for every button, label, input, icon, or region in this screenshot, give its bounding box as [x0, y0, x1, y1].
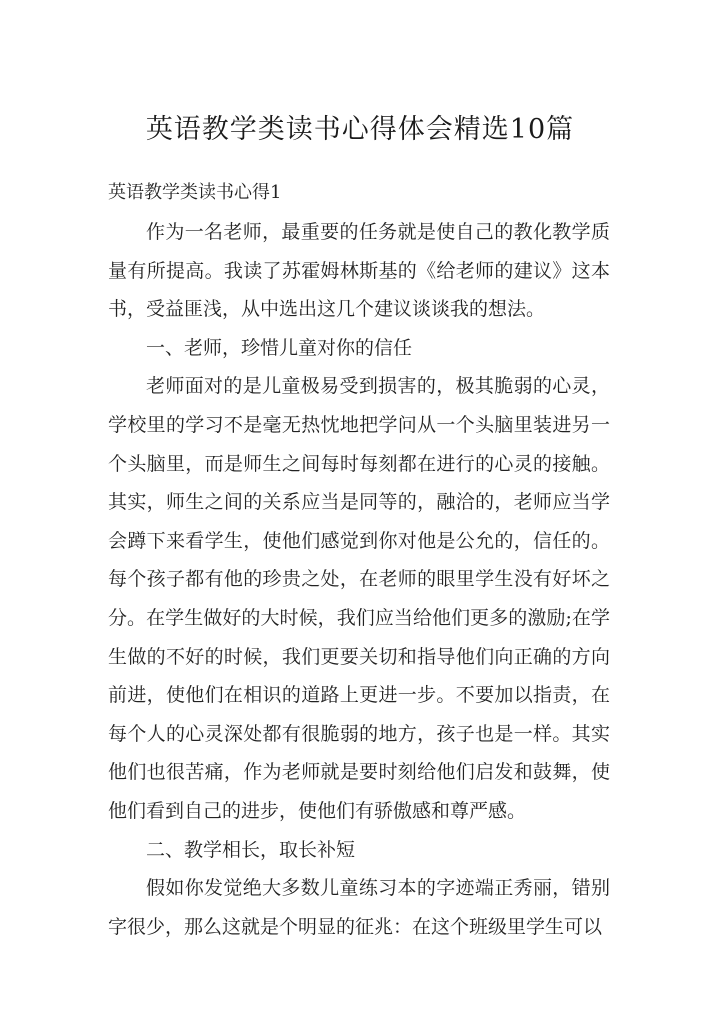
subheading-teaching: 二、教学相长，取长补短	[146, 838, 356, 861]
document-title: 英语教学类读书心得体会精选10篇	[145, 114, 575, 145]
subheading-trust: 一、老师，珍惜儿童对你的信任	[146, 336, 413, 359]
body-paragraph: 老师面对的是儿童极易受到损害的，极其脆弱的心灵，学校里的学习不是毫无热忱地把学问从一个头脑里装进另一个头脑里，而是师生之间每时每刻都在进行的心灵的接触。其实，师生之间的关系应当是同等的，融洽的，老师应当学会蹲下来看学生，使他们感觉到你对他是公允的，信任的。每个孩子都有他的珍贵之处，在老师的眼里学生没有好坏之分。在学生做好的大时候，我们应当给他们更多的激励;在学生做的不好的时候，我们更要关切和指导他们向正确的方向前进，使他们在相识的道路上更进一步。不要加以指责，在每个人的心灵深处都有很脆弱的地方，孩子也是一样。其实他们也很苦痛，作为老师就是要时刻给他们启发和鼓舞，使他们看到自己的进步，使他们有骄傲感和尊严感。	[108, 375, 610, 822]
body-paragraph: 作为一名老师，最重要的任务就是使自己的教化教学质量有所提高。我读了苏霍姆林斯基的《给老师的建议》这本书，受益匪浅，从中选出这几个建议谈谈我的想法。	[108, 221, 610, 321]
document-body	[108, 213, 610, 946]
body-paragraph: 假如你发觉绝大多数儿童练习本的字迹端正秀丽，错别字很少，那么这就是个明显的征兆：在这个班级里学生可以	[108, 877, 610, 938]
section-heading: 英语教学类读书心得1	[108, 182, 282, 203]
